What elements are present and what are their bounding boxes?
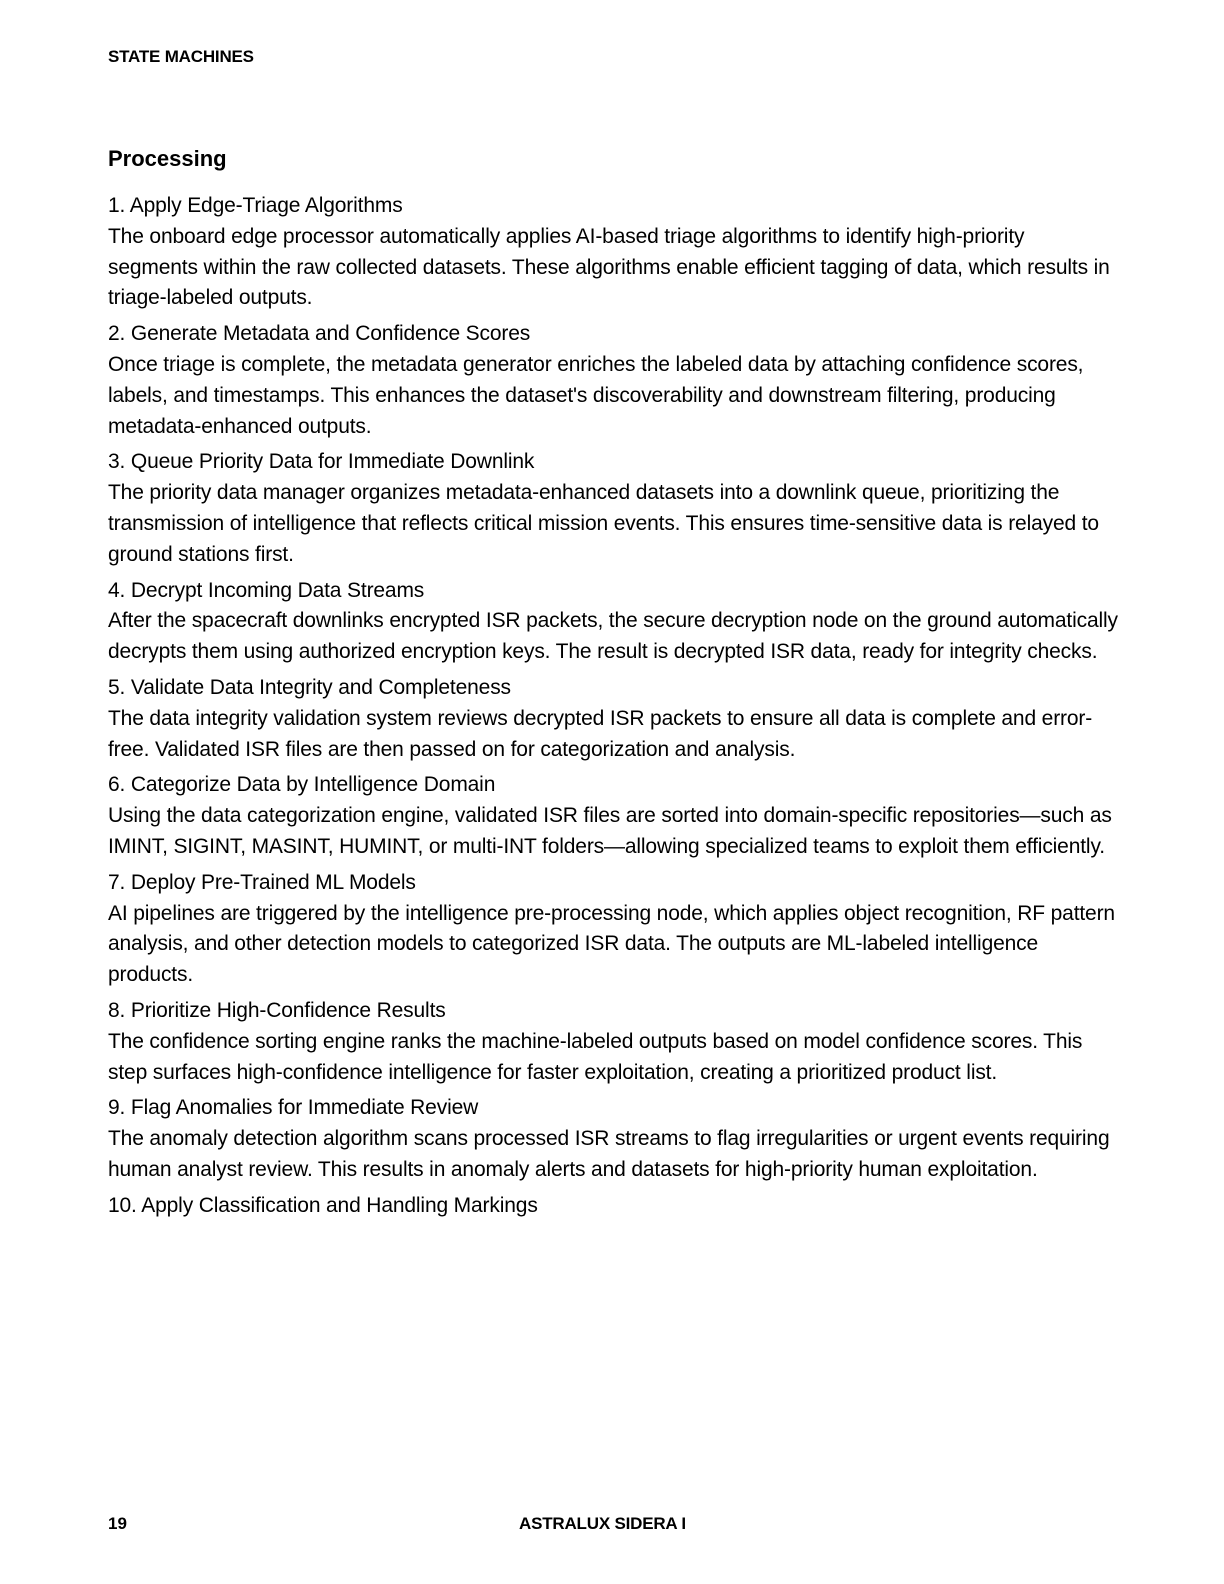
section-heading: Processing bbox=[108, 146, 227, 171]
step-item bbox=[108, 1093, 1118, 1185]
step-title: 9. Flag Anomalies for Immediate Review bbox=[108, 1096, 479, 1120]
step-body: The anomaly detection algorithm scans processed ISR streams to flag irregularities or urgent events requiring human analyst review. This results in anomaly alerts and datasets for high-priority human exploitation. bbox=[108, 1127, 1110, 1181]
steps-list bbox=[108, 191, 1118, 1227]
step-item bbox=[108, 576, 1118, 668]
step-body: The priority data manager organizes metadata-enhanced datasets into a downlink queue, prioritizing the transmission of intelligence that reflects critical mission events. This ensures time-sensitive data is relayed to ground stations first. bbox=[108, 481, 1099, 566]
running-header: STATE MACHINES bbox=[108, 47, 254, 66]
step-body: Using the data categorization engine, validated ISR files are sorted into domain-specific repositories—such as IMINT, SIGINT, MASINT, HUMINT, or multi-INT folders—allowing specialized teams to exploit them efficiently. bbox=[108, 804, 1112, 858]
step-item bbox=[108, 770, 1118, 862]
step-item bbox=[108, 1191, 1118, 1222]
step-body: Once triage is complete, the metadata generator enriches the labeled data by attaching confidence scores, labels, and timestamps. This enhances the dataset's discoverability and downstream filtering, producing metadata-enhanced outputs. bbox=[108, 352, 1084, 438]
step-body: The onboard edge processor automatically applies AI-based triage algorithms to identify high-priority segments within the raw collected datasets. These algorithms enable efficient tagging of data, which results in triage-labeled outputs. bbox=[108, 224, 1110, 310]
step-body: The confidence sorting engine ranks the machine-labeled outputs based on model confidence scores. This step surfaces high-confidence intelligence for faster exploitation, creating a prioritized product list. bbox=[108, 1029, 1083, 1084]
page-number: 19 bbox=[108, 1514, 127, 1533]
step-title: 3. Queue Priority Data for Immediate Downlink bbox=[108, 450, 535, 474]
step-body: The data integrity validation system reviews decrypted ISR packets to ensure all data is complete and error-free. Validated ISR files are then passed on for categorization and analysis. bbox=[108, 706, 1093, 761]
step-title: 4. Decrypt Incoming Data Streams bbox=[108, 578, 425, 602]
step-title: 10. Apply Classification and Handling Markings bbox=[108, 1193, 538, 1217]
step-item bbox=[108, 191, 1118, 314]
step-title: 7. Deploy Pre-Trained ML Models bbox=[108, 870, 416, 894]
step-title: 2. Generate Metadata and Confidence Scores bbox=[108, 322, 531, 346]
step-item bbox=[108, 868, 1118, 991]
step-title: 5. Validate Data Integrity and Completeness bbox=[108, 675, 511, 699]
step-item bbox=[108, 447, 1118, 570]
step-title: 6. Categorize Data by Intelligence Domain bbox=[108, 773, 496, 797]
step-title: 1. Apply Edge-Triage Algorithms bbox=[108, 194, 403, 217]
step-body: After the spacecraft downlinks encrypted ISR packets, the secure decryption node on the ground automatically decrypts them using authorized encryption keys. The result is decrypted ISR data, ready for integrity checks. bbox=[108, 609, 1118, 664]
step-body: AI pipelines are triggered by the intelligence pre-processing node, which applies object recognition, RF pattern analysis, and other detection models to categorized ISR data. The outputs are ML-labeled intelligence products. bbox=[108, 901, 1115, 987]
step-title: 8. Prioritize High-Confidence Results bbox=[108, 998, 446, 1022]
step-item bbox=[108, 673, 1118, 765]
footer-document-title: ASTRALUX SIDERA I bbox=[519, 1514, 686, 1533]
step-item bbox=[108, 996, 1118, 1088]
step-item bbox=[108, 319, 1118, 442]
